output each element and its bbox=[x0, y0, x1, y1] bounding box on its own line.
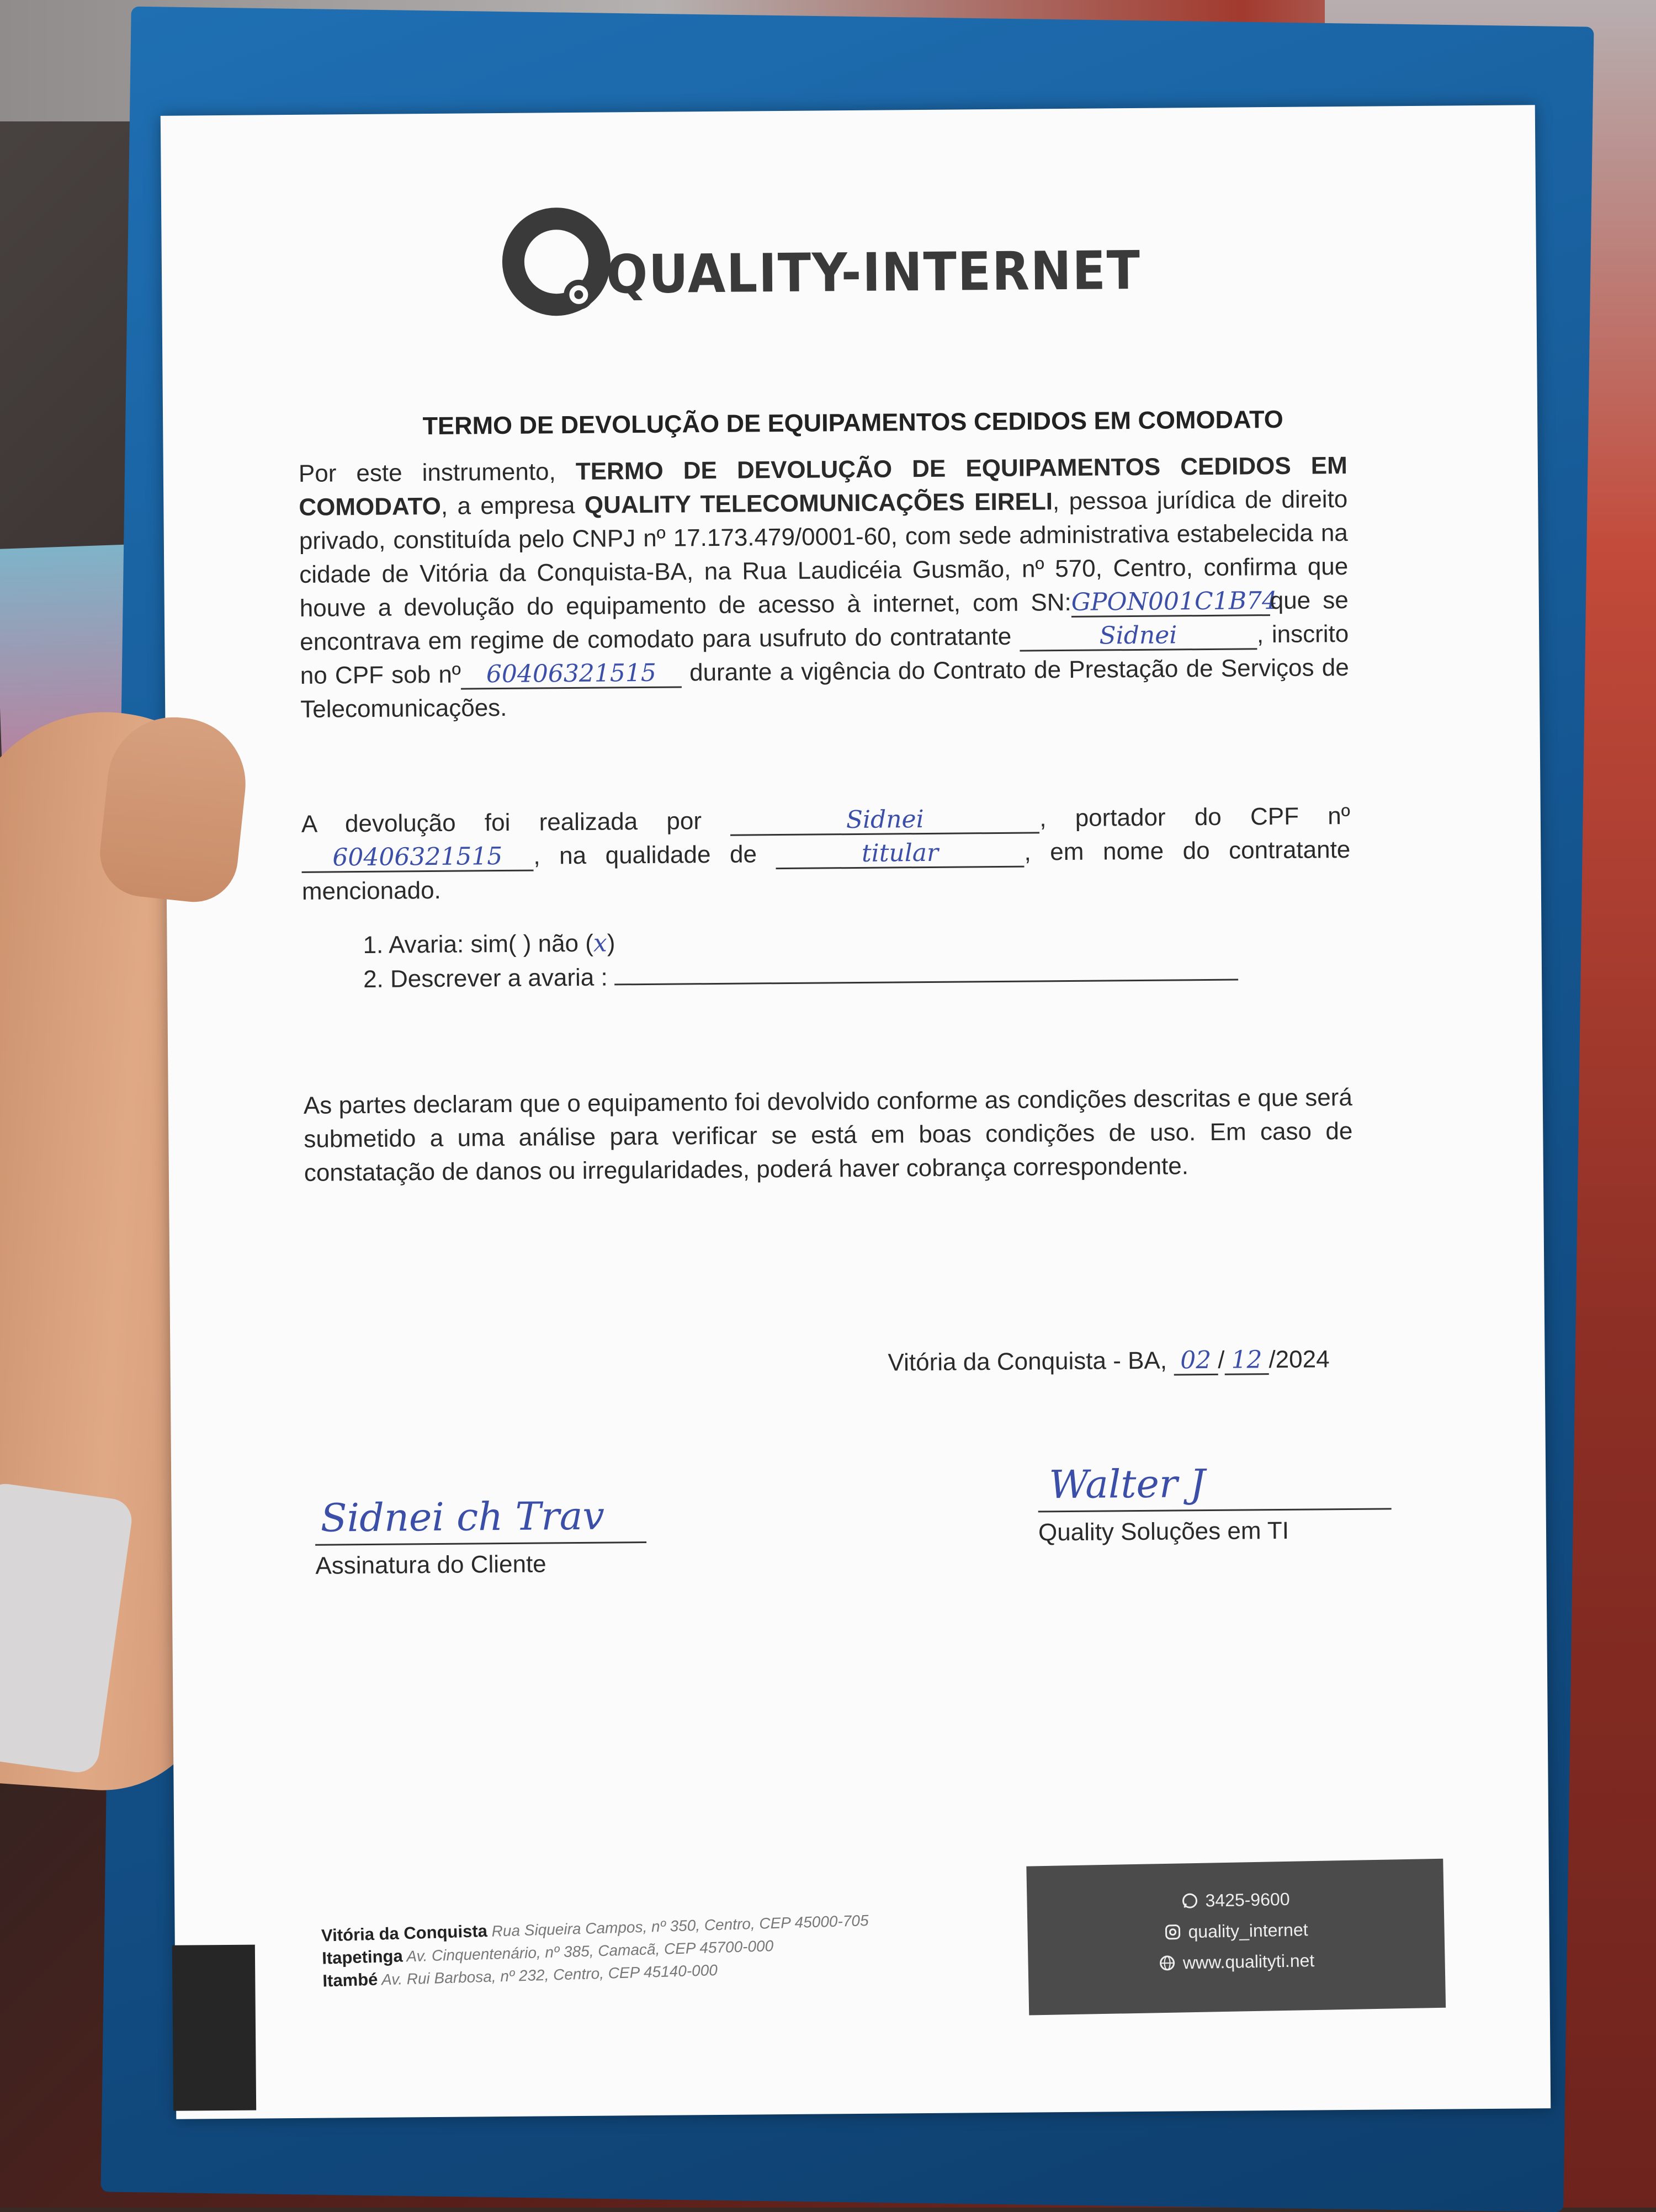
company-logo bbox=[495, 195, 1269, 334]
document-paper bbox=[161, 105, 1551, 2119]
company-signature-label: Quality Soluções em TI bbox=[1038, 1516, 1392, 1546]
handwritten-sn: GPON001C1B74 bbox=[1071, 588, 1270, 618]
signature-line bbox=[315, 1486, 646, 1546]
city-name: Itapetinga bbox=[322, 1946, 403, 1968]
client-signature-block bbox=[315, 1486, 646, 1580]
handwritten-realizada-por: Sidnei bbox=[730, 805, 1039, 836]
text: 2. Descrever a avaria : bbox=[363, 964, 614, 993]
logo-text: QUALITY-INTERNET bbox=[606, 240, 1142, 306]
text: , portador do CPF nº bbox=[1039, 802, 1350, 832]
text: 1. Avaria: sim( ) não ( bbox=[363, 930, 593, 959]
handwritten-month: 12 bbox=[1224, 1347, 1268, 1375]
address: Av. Cinquentenário, nº 385, Camacã, CEP 45700-000 bbox=[402, 1937, 773, 1965]
handwritten-cpf-portador: 60406321515 bbox=[301, 843, 533, 873]
text: / bbox=[1218, 1347, 1225, 1374]
instagram-handle: quality_internet bbox=[1188, 1914, 1308, 1947]
text: Vitória da Conquista - BA, bbox=[888, 1347, 1174, 1376]
checkbox-nao-mark: x bbox=[593, 929, 607, 958]
footer-addresses bbox=[321, 1909, 871, 1993]
date-line bbox=[888, 1346, 1329, 1378]
client-signature-label: Assinatura do Cliente bbox=[315, 1550, 646, 1580]
text: , inscrito no CPF sob nº bbox=[300, 620, 1349, 689]
folder-corner bbox=[172, 1945, 256, 2111]
list-item-descrever bbox=[363, 956, 1238, 997]
city-name: Itambé bbox=[322, 1970, 378, 1991]
handwritten-cpf: 60406321515 bbox=[461, 660, 682, 689]
client-signature: Sidnei ch Trav bbox=[320, 1493, 604, 1541]
bold-company-name: QUALITY TELECOMUNICAÇÕES EIRELI bbox=[585, 488, 1053, 519]
instagram-icon bbox=[1164, 1923, 1182, 1941]
signature-line bbox=[1038, 1453, 1392, 1512]
paragraph-devolucao bbox=[301, 799, 1351, 908]
phone-number: 3425-9600 bbox=[1205, 1884, 1290, 1916]
blank-line bbox=[614, 959, 1238, 986]
document-title: TERMO DE DEVOLUÇÃO DE EQUIPAMENTOS CEDIDOS EM COMODATO bbox=[384, 405, 1322, 440]
address: Av. Rui Barbosa, nº 232, Centro, CEP 45140-000 bbox=[378, 1961, 718, 1988]
whatsapp-icon bbox=[1181, 1892, 1199, 1910]
text: Por este instrumento, bbox=[299, 458, 576, 487]
website-url: www.qualityti.net bbox=[1182, 1945, 1314, 1978]
text: , em nome do contratante mencionado. bbox=[302, 836, 1351, 905]
text: , a empresa bbox=[441, 492, 585, 520]
city-name: Vitória da Conquista bbox=[321, 1921, 488, 1945]
text: ) bbox=[607, 929, 615, 956]
avaria-list bbox=[363, 922, 1238, 997]
handwritten-day: 02 bbox=[1174, 1347, 1218, 1376]
handwritten-contratante: Sidnei bbox=[1020, 621, 1257, 651]
text: , na qualidade de bbox=[533, 841, 776, 869]
text: /2024 bbox=[1268, 1346, 1329, 1373]
paragraph-declaracao: As partes declaram que o equipamento foi devolvido conforme as condições descritas e que será submetido a uma análise para verificar se está em boas condições de uso. Em caso de constatação de danos ou irregularidades, poderá haver cobrança correspondente. bbox=[304, 1081, 1353, 1190]
paragraph-intro bbox=[299, 449, 1350, 726]
company-signature-block bbox=[1038, 1453, 1392, 1546]
handwritten-qualidade: titular bbox=[776, 839, 1024, 870]
contact-box bbox=[1026, 1859, 1446, 2016]
text: que se encontrava em regime de comodato para usufruto do contratante bbox=[300, 587, 1349, 656]
bold-term-title: TERMO DE DEVOLUÇÃO DE EQUIPAMENTOS CEDIDOS EM COMODATO bbox=[299, 452, 1347, 521]
text: A devolução foi realizada por bbox=[301, 807, 731, 838]
globe-icon bbox=[1159, 1954, 1177, 1972]
address: Rua Siqueira Campos, nº 350, Centro, CEP 45000-705 bbox=[487, 1912, 869, 1940]
text: , pessoa jurídica de direito privado, constituída pelo CNPJ nº 17.173.479/0001-60, com sede administrativa estabelecida na cidade de Vitória da Conquista-BA, na Rua Laudicéia Gusmão, nº 570, Centro, confirma que houve a devolução do equipamento de acesso à internet, com SN: bbox=[299, 486, 1349, 622]
text: durante a vigência do Contrato de Prestação de Serviços de Telecomunicações. bbox=[300, 654, 1349, 723]
company-signature: Walter J bbox=[1049, 1461, 1206, 1507]
